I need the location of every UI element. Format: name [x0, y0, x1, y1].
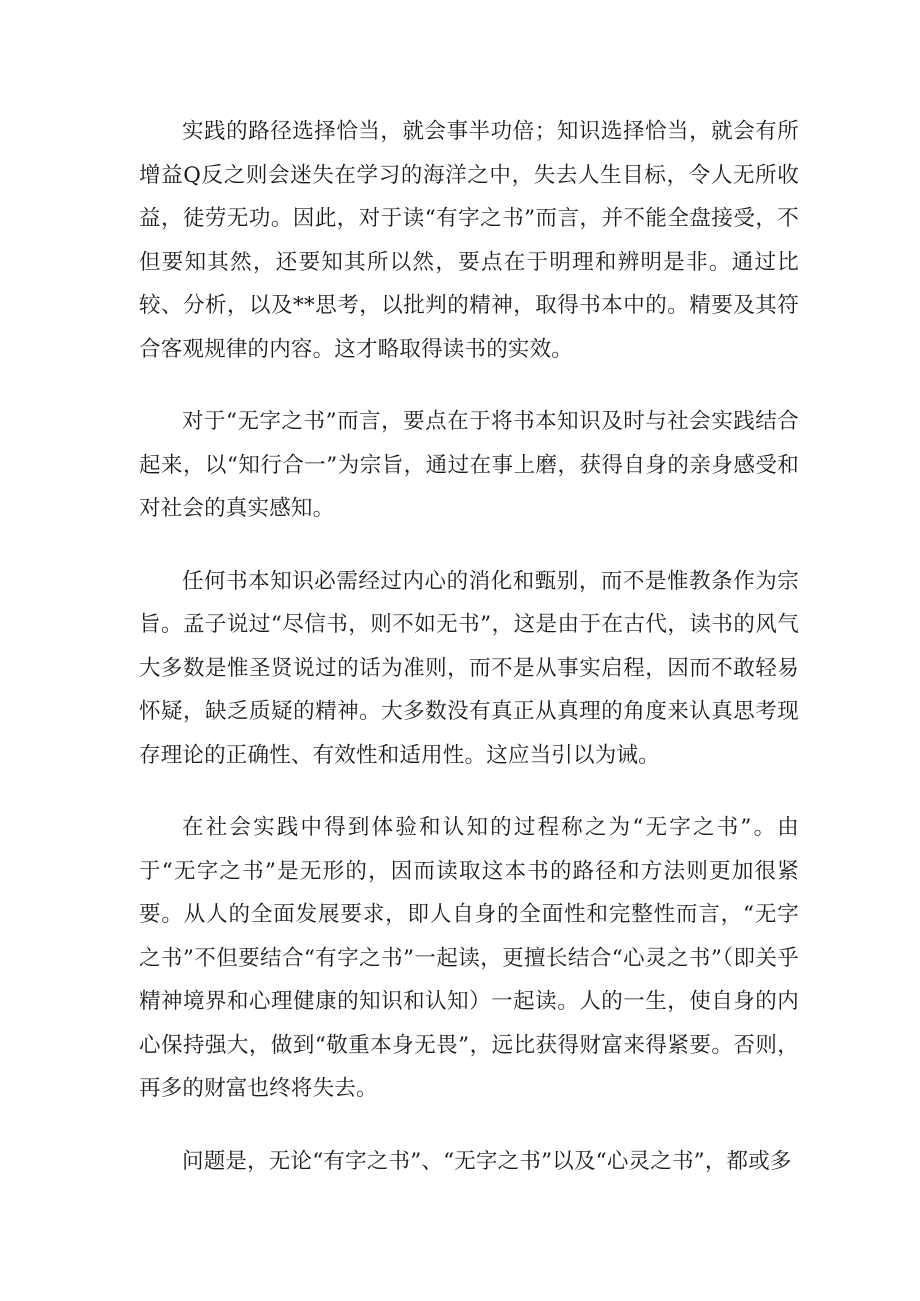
paragraph-5: 问题是，无论“有字之书”、“无字之书”以及“心灵之书”，都或多	[182, 1148, 792, 1174]
paragraph-2: 对于“无字之书”而言，要点在于将书本知识及时与社会实践结合起来，以“知行合一”为宗旨，通过在事上磨，获得自身的亲身感受和对社会的真实感知。	[139, 409, 799, 521]
document-body	[139, 110, 799, 1183]
paragraph-4: 在社会实践中得到体验和认知的过程称之为“无字之书”。由于“无字之书”是无形的，因而读取这本书的路径和方法则更加很紧要。从人的全面发展要求，即人自身的全面性和完整性而言，“无字之书”不但要结合“有字之书”一起读，更擅长结合“心灵之书”（即关乎精神境界和心理健康的知识和认知）一起读。人的一生，使自身的内心保持强大，做到“敬重本身无畏”，远比获得财富来得紧要。否则，再多的财富也终将失去。	[139, 815, 799, 1101]
paragraph-1: 实践的路径选择恰当，就会事半功倍；知识选择恰当，就会有所增益Q反之则会迷失在学习的海洋之中，失去人生目标，令人无所收益，徒劳无功。因此，对于读“有字之书”而言，并不能全盘接受，不但要知其然，还要知其所以然，要点在于明理和辨明是非。通过比较、分析，以及**思考，以批判的精神，取得书本中的。精要及其符合客观规律的内容。这才略取得读书的实效。	[139, 119, 799, 362]
paragraph-3: 任何书本知识必需经过内心的消化和甄别，而不是惟教条作为宗旨。孟子说过“尽信书，则不如无书”，这是由于在古代，读书的风气大多数是惟圣贤说过的话为准则，而不是从事实启程，因而不敢轻易怀疑，缺乏质疑的精神。大多数没有真正从真理的角度来认真思考现存理论的正确性、有效性和适用性。这应当引以为诫。	[139, 568, 799, 768]
